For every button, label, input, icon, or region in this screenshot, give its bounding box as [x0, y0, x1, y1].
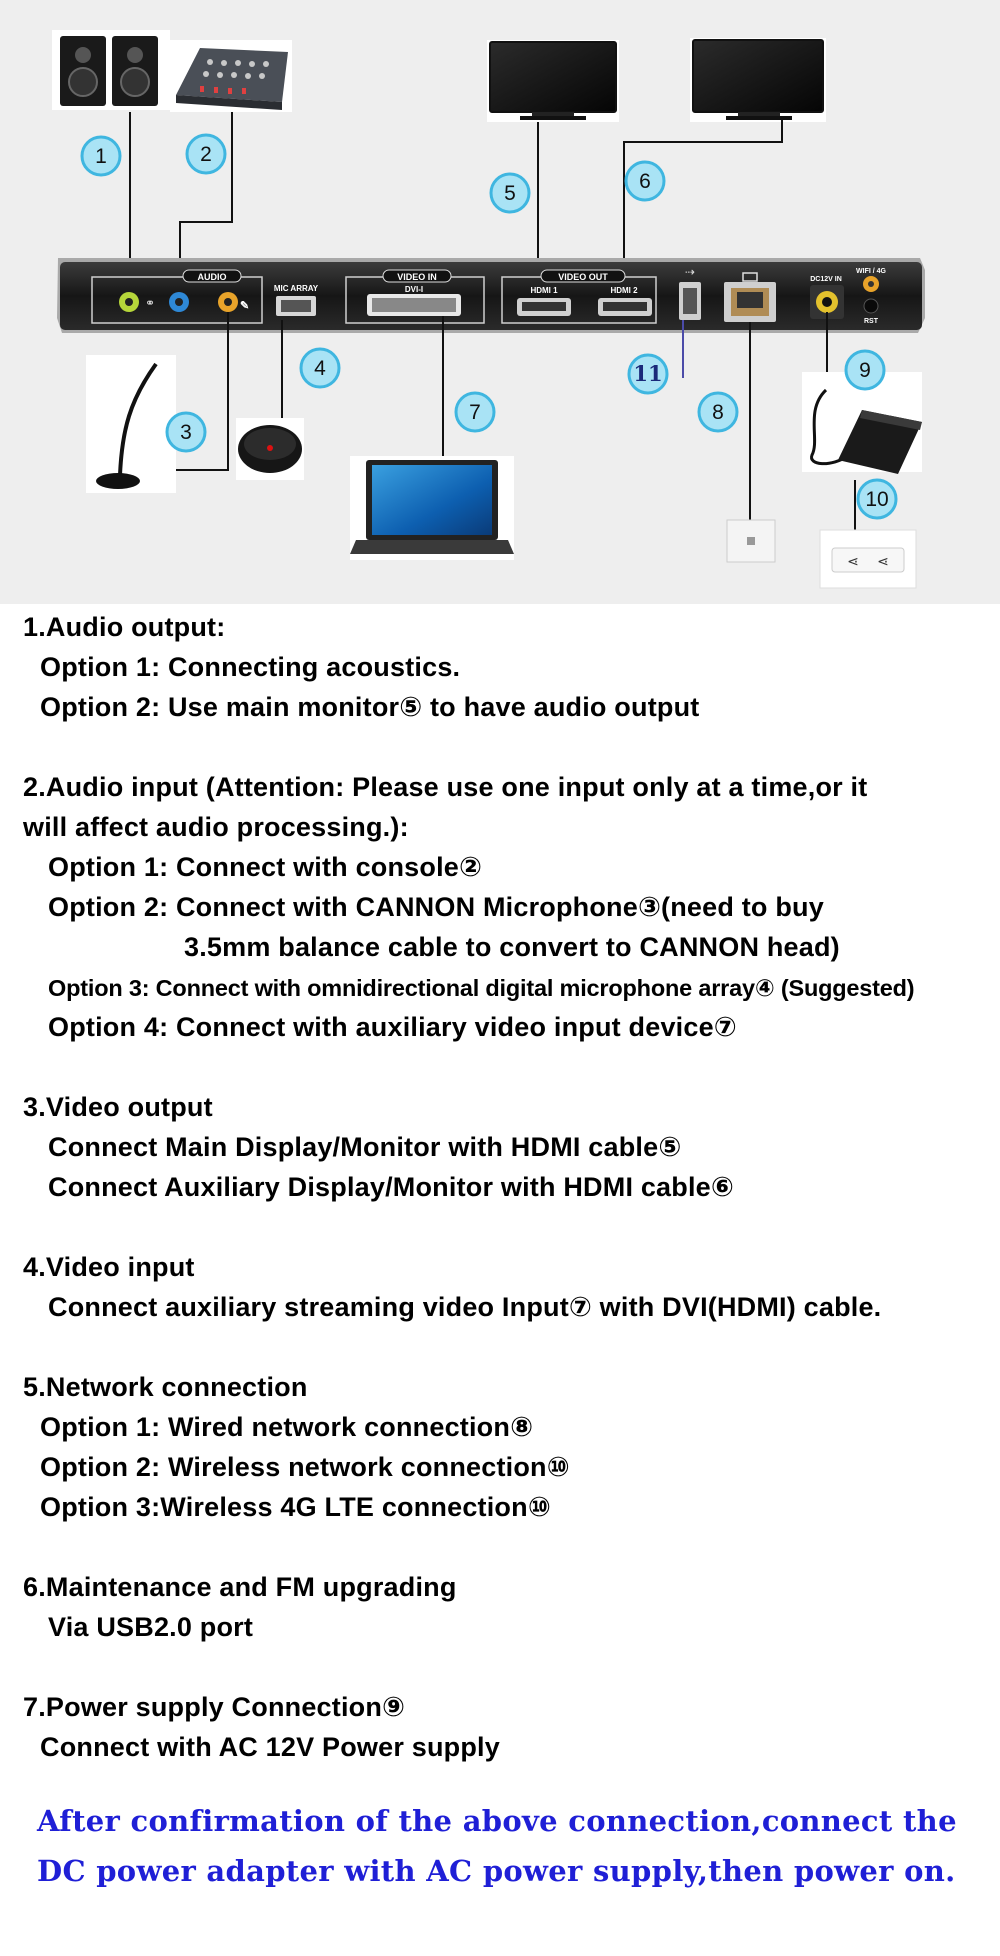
section-6-title: 6.Maintenance and FM upgrading	[23, 1572, 457, 1602]
section-1-title: 1.Audio output:	[23, 612, 226, 642]
section-7-title: 7.Power supply Connection⑨	[23, 1692, 406, 1722]
callout-2	[187, 135, 225, 173]
section-1-option-1: Option 1: Connecting acoustics.	[40, 652, 461, 682]
section-2-option-2: Option 2: Connect with CANNON Microphone③(need to buy	[48, 892, 824, 922]
connection-diagram	[0, 0, 1000, 604]
section-2-option-2-continued: 3.5mm balance cable to convert to CANNON head)	[184, 932, 840, 962]
callout-2-label: 2	[200, 143, 212, 166]
mic-array-image	[236, 418, 304, 480]
section-3-title: 3.Video output	[23, 1092, 213, 1122]
svg-text:⋖: ⋖	[847, 553, 859, 569]
section-2-option-1: Option 1: Connect with console②	[48, 852, 483, 882]
callout-5-label: 5	[504, 182, 516, 205]
callout-6-label: 6	[639, 170, 651, 193]
device-rear-panel	[57, 258, 925, 333]
dvi-label: DVI-I	[404, 285, 424, 294]
callout-8	[699, 393, 737, 431]
main-monitor-image	[487, 40, 619, 122]
wifi-label: WIFI / 4G	[856, 268, 886, 275]
callout-5	[491, 174, 529, 212]
reset-button	[864, 299, 878, 313]
section-2-title-continued: will affect audio processing.):	[23, 812, 409, 842]
callout-3-label: 3	[180, 421, 192, 444]
section-4-title: 4.Video input	[23, 1252, 195, 1282]
section-2-option-4: Option 4: Connect with auxiliary video input device⑦	[48, 1012, 737, 1042]
ac-outlet-image	[820, 530, 916, 588]
svg-text:⋖: ⋖	[877, 553, 889, 569]
callout-7-label: 7	[469, 401, 481, 424]
callout-8-label: 8	[712, 401, 724, 424]
callout-11-label: 11	[633, 361, 663, 386]
callout-7	[456, 393, 494, 431]
final-note-line-1: After confirmation of the above connection,connect the	[37, 1804, 957, 1838]
section-3-option-1: Connect Main Display/Monitor with HDMI cable⑤	[48, 1132, 682, 1162]
hdmi1-label: HDMI 1	[530, 286, 558, 295]
section-5-option-1: Option 1: Wired network connection⑧	[40, 1412, 534, 1442]
callout-11	[629, 355, 667, 393]
callout-10-label: 10	[865, 488, 889, 511]
callout-9	[846, 351, 884, 389]
hdmi2-label: HDMI 2	[610, 286, 638, 295]
svg-text:⚭: ⚭	[145, 296, 156, 310]
speakers-image	[52, 30, 170, 110]
callout-9-label: 9	[859, 359, 871, 382]
section-5-title: 5.Network connection	[23, 1372, 308, 1402]
mic-array-label: MIC ARRAY	[273, 284, 319, 293]
ethernet-wall-plate-image	[727, 520, 775, 562]
console-mixer-image	[170, 40, 292, 112]
svg-text:⇢: ⇢	[684, 265, 696, 279]
final-note-line-2: DC power adapter with AC power supply,then power on.	[37, 1854, 956, 1888]
section-5-option-2: Option 2: Wireless network connection⑩	[40, 1452, 570, 1482]
callout-1-label: 1	[95, 145, 107, 168]
section-2-option-3: Option 3: Connect with omnidirectional digital microphone array④ (Suggested)	[48, 975, 915, 1001]
gooseneck-microphone-image	[86, 355, 176, 493]
callout-10	[858, 480, 896, 518]
svg-text:✎: ✎	[240, 300, 250, 312]
section-7-option-1: Connect with AC 12V Power supply	[40, 1732, 500, 1762]
callout-1	[82, 137, 120, 175]
callout-4-label: 4	[314, 357, 326, 380]
section-5-option-3: Option 3:Wireless 4G LTE connection⑩	[40, 1492, 551, 1522]
section-3-option-2: Connect Auxiliary Display/Monitor with HDMI cable⑥	[48, 1172, 734, 1202]
audio-label: AUDIO	[197, 272, 227, 282]
callout-4	[301, 349, 339, 387]
callout-3	[167, 413, 205, 451]
section-6-option-1: Via USB2.0 port	[48, 1612, 254, 1642]
section-4-option-1: Connect auxiliary streaming video Input⑦ with DVI(HDMI) cable.	[48, 1292, 882, 1322]
section-1-option-2: Option 2: Use main monitor⑤ to have audio output	[40, 692, 700, 722]
video-out-label: VIDEO OUT	[558, 272, 608, 282]
auxiliary-monitor-image	[690, 38, 826, 122]
laptop-image	[350, 456, 514, 560]
section-2-title: 2.Audio input (Attention: Please use one input only at a time,or it	[23, 772, 868, 802]
video-in-label: VIDEO IN	[397, 272, 437, 282]
callout-6	[626, 162, 664, 200]
rst-label: RST	[864, 318, 878, 325]
dc-in-label: DC12V IN	[810, 276, 842, 283]
